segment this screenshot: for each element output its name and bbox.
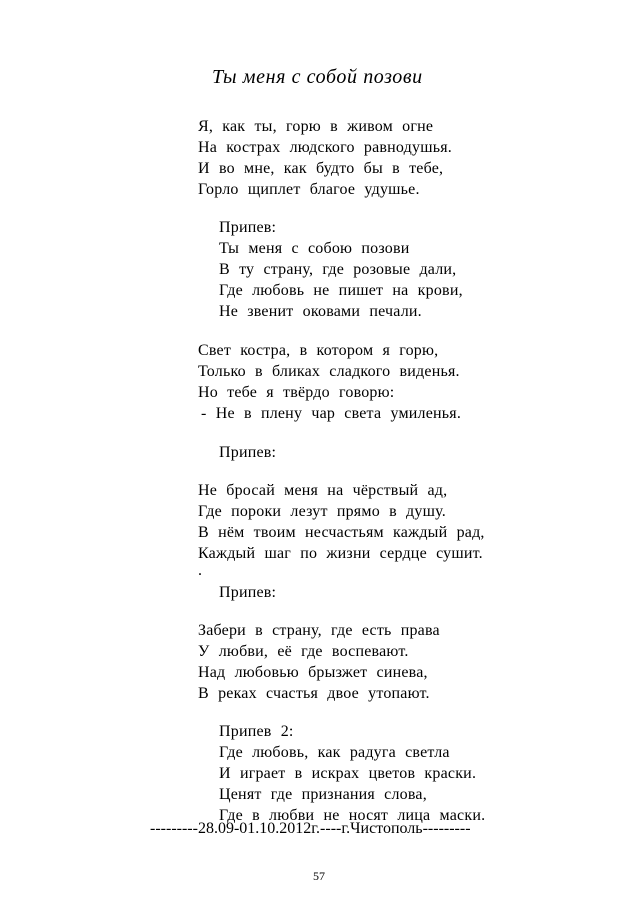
poem-line: Над любовью брызжет синева, <box>198 664 428 681</box>
poem-line: На кострах людского равнодушья. <box>198 139 452 156</box>
poem-line: - Не в плену чар света умиленья. <box>201 405 462 422</box>
poem-line: Только в бликах сладкого виденья. <box>198 363 460 380</box>
chorus-label: Припев 2: <box>219 723 294 740</box>
poem-line: Свет костра, в котором я горю, <box>198 342 439 359</box>
chorus-line: Где в любви не носят лица маски. <box>219 807 486 824</box>
poem-line: У любви, её где воспевают. <box>198 643 409 660</box>
chorus-line: В ту страну, где розовые дали, <box>219 261 457 278</box>
poem-line: Не бросай меня на чёрствый ад, <box>198 482 448 499</box>
poem-line: Где пороки лезут прямо в душу. <box>198 503 446 520</box>
poem-line: В нём твоим несчастьям каждый рад, <box>198 524 485 541</box>
poem-line: Я, как ты, горю в живом огне <box>198 118 434 135</box>
poem-line: Каждый шаг по жизни сердце сушит. <box>198 545 483 562</box>
chorus-line: Где любовь не пишет на крови, <box>219 282 463 299</box>
chorus-line: Ценят где признания слова, <box>219 786 427 803</box>
poem-line: В реках счастья двое утопают. <box>198 685 430 702</box>
page-number: 57 <box>313 869 325 883</box>
date-place-footer: ---------28.09-01.10.2012г.----г.Чистополь--------- <box>150 820 471 837</box>
poem-title: Ты меня с собой позови <box>212 66 423 88</box>
chorus-line: Не звенит оковами печали. <box>219 303 422 320</box>
poem-line: . <box>198 562 203 579</box>
chorus-label: Припев: <box>219 584 277 601</box>
chorus-line: И играет в искрах цветов краски. <box>219 765 477 782</box>
chorus-label: Припев: <box>219 444 277 461</box>
poem-line: Но тебе я твёрдо говорю: <box>198 384 395 401</box>
chorus-line: Где любовь, как радуга светла <box>219 744 450 761</box>
poem-line: Забери в страну, где есть права <box>198 622 440 639</box>
chorus-line: Ты меня с собою позови <box>219 240 410 257</box>
poem-line: Горло щиплет благое удушье. <box>198 181 420 198</box>
poem-line: И во мне, как будто бы в тебе, <box>198 160 444 177</box>
chorus-label: Припев: <box>219 219 277 236</box>
